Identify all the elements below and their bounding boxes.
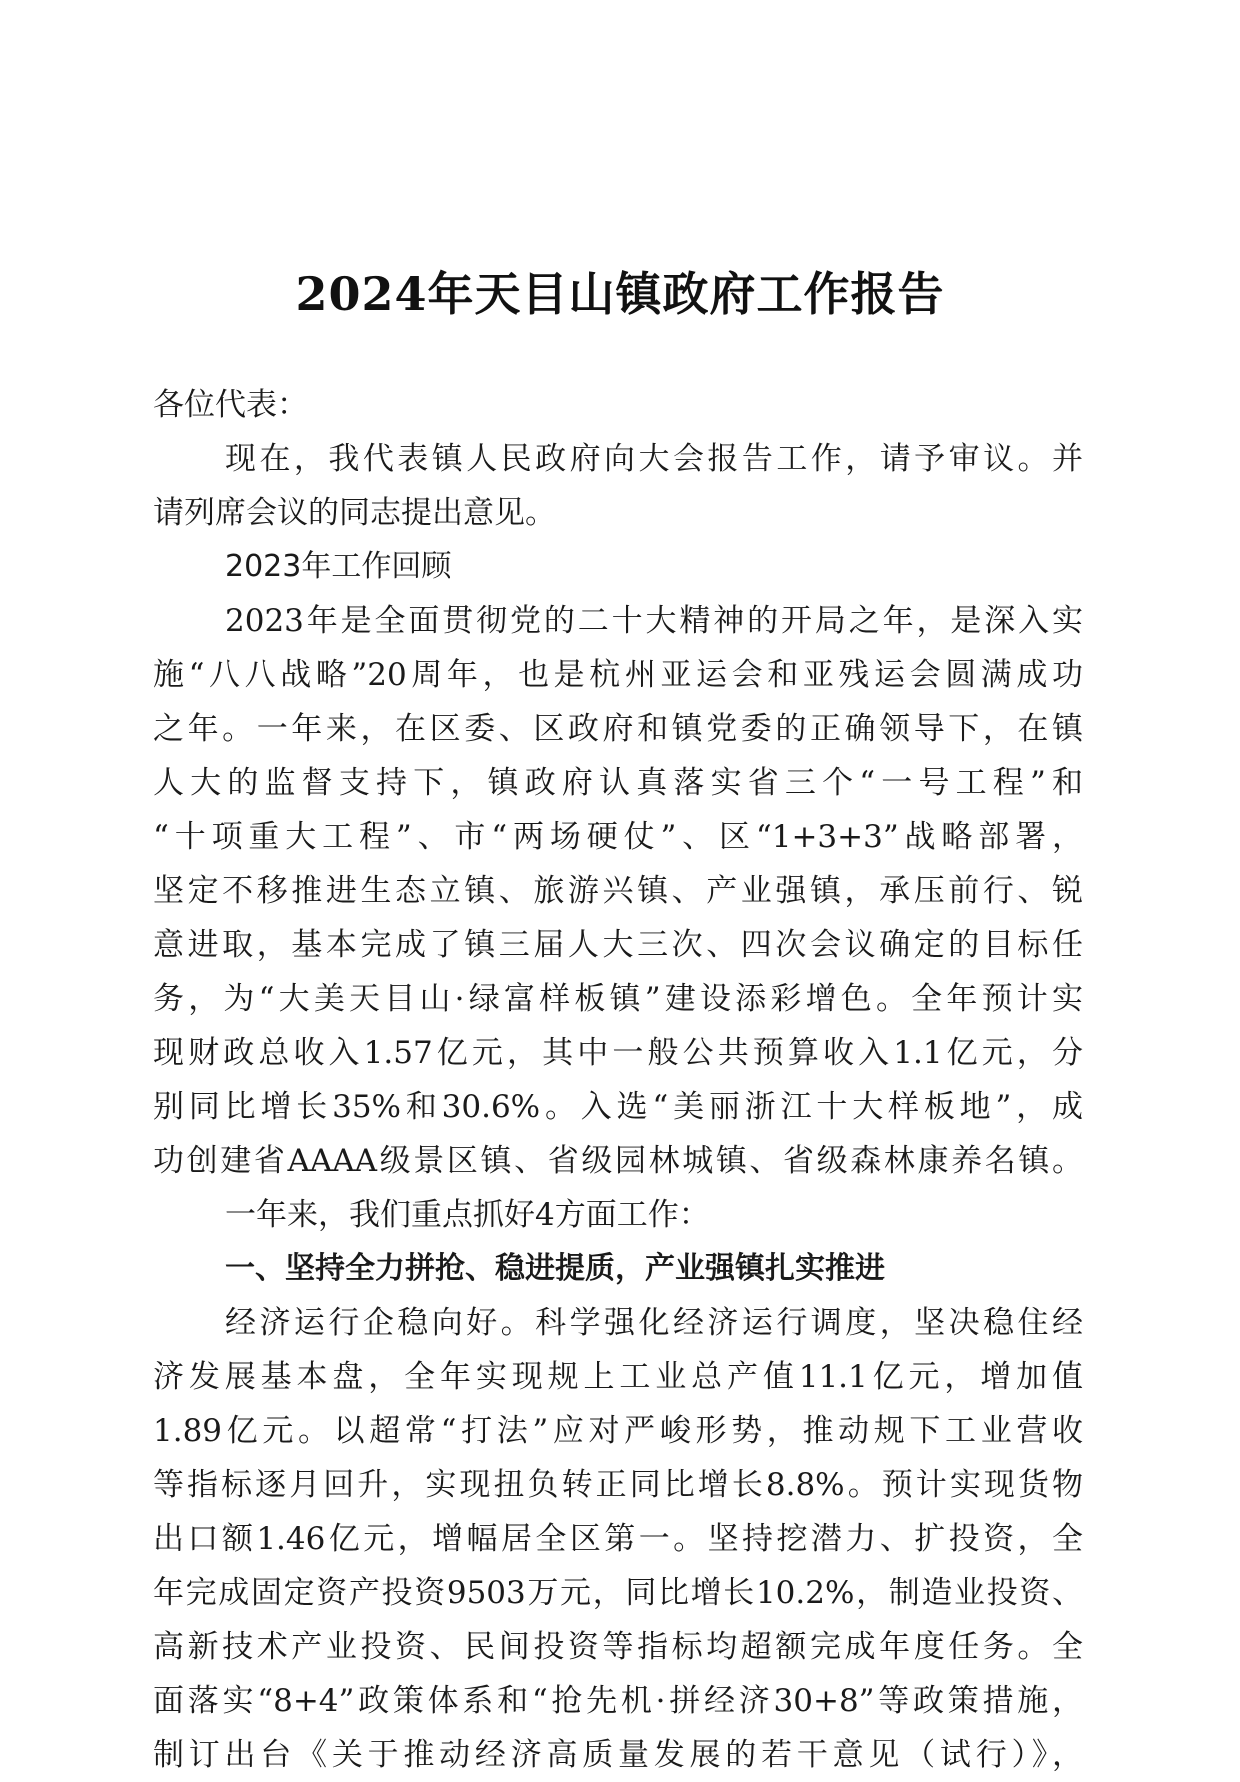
paragraph-line: 请列席会议的同志提出意见。 <box>153 495 556 531</box>
paragraph-line: 经济运行企稳向好。科学强化经济运行调度，坚决稳住经 <box>225 1305 1083 1341</box>
section-heading: 2023年工作回顾 <box>225 549 452 584</box>
paragraph-line: 坚定不移推进生态立镇、旅游兴镇、产业强镇，承压前行、锐 <box>153 873 1083 909</box>
paragraph-line: 各位代表： <box>153 387 308 423</box>
paragraph-line: 面落实“8+4”政策体系和“抢先机·拼经济30+8”等政策措施， <box>153 1683 1083 1719</box>
document-title: 2024年天目山镇政府工作报告 <box>295 267 945 321</box>
paragraph-line: 1.89亿元。以超常“打法”应对严峻形势，推动规下工业营收 <box>153 1413 1083 1449</box>
paragraph-line: 出口额1.46亿元，增幅居全区第一。坚持挖潜力、扩投资，全 <box>153 1521 1083 1557</box>
paragraph-line: 施“八八战略”20周年，也是杭州亚运会和亚残运会圆满成功 <box>153 657 1083 693</box>
paragraph-line: 务，为“大美天目山·绿富样板镇”建设添彩增色。全年预计实 <box>153 981 1083 1017</box>
paragraph-line: 现在，我代表镇人民政府向大会报告工作，请予审议。并 <box>225 441 1083 477</box>
paragraph-line: “十项重大工程”、市“两场硬仗”、区“1+3+3”战略部署， <box>153 819 1083 855</box>
paragraph-line: 制订出台《关于推动经济高质量发展的若干意见（试行）》， <box>153 1737 1083 1773</box>
paragraph-line: 别同比增长35%和30.6%。入选“美丽浙江十大样板地”，成 <box>153 1089 1083 1125</box>
paragraph-line: 意进取，基本完成了镇三届人大三次、四次会议确定的目标任 <box>153 927 1083 963</box>
paragraph-line: 功创建省AAAA级景区镇、省级园林城镇、省级森林康养名镇。 <box>153 1143 1083 1179</box>
paragraph-line: 年完成固定资产投资9503万元，同比增长10.2%，制造业投资、 <box>153 1575 1083 1611</box>
section-heading: 一、坚持全力拼抢、稳进提质，产业强镇扎实推进 <box>225 1251 885 1286</box>
paragraph-line: 高新技术产业投资、民间投资等指标均超额完成年度任务。全 <box>153 1629 1083 1665</box>
paragraph-line: 2023年是全面贯彻党的二十大精神的开局之年，是深入实 <box>225 603 1083 639</box>
document-body <box>153 378 1083 1782</box>
paragraph-line: 之年。一年来，在区委、区政府和镇党委的正确领导下，在镇 <box>153 711 1083 747</box>
paragraph-line: 人大的监督支持下，镇政府认真落实省三个“一号工程”和 <box>153 765 1083 801</box>
paragraph-line: 济发展基本盘，全年实现规上工业总产值11.1亿元，增加值 <box>153 1359 1083 1395</box>
paragraph-line: 现财政总收入1.57亿元，其中一般公共预算收入1.1亿元，分 <box>153 1035 1083 1071</box>
paragraph-line: 等指标逐月回升，实现扭负转正同比增长8.8%。预计实现货物 <box>153 1467 1083 1503</box>
paragraph-line: 一年来，我们重点抓好4方面工作： <box>225 1197 710 1233</box>
